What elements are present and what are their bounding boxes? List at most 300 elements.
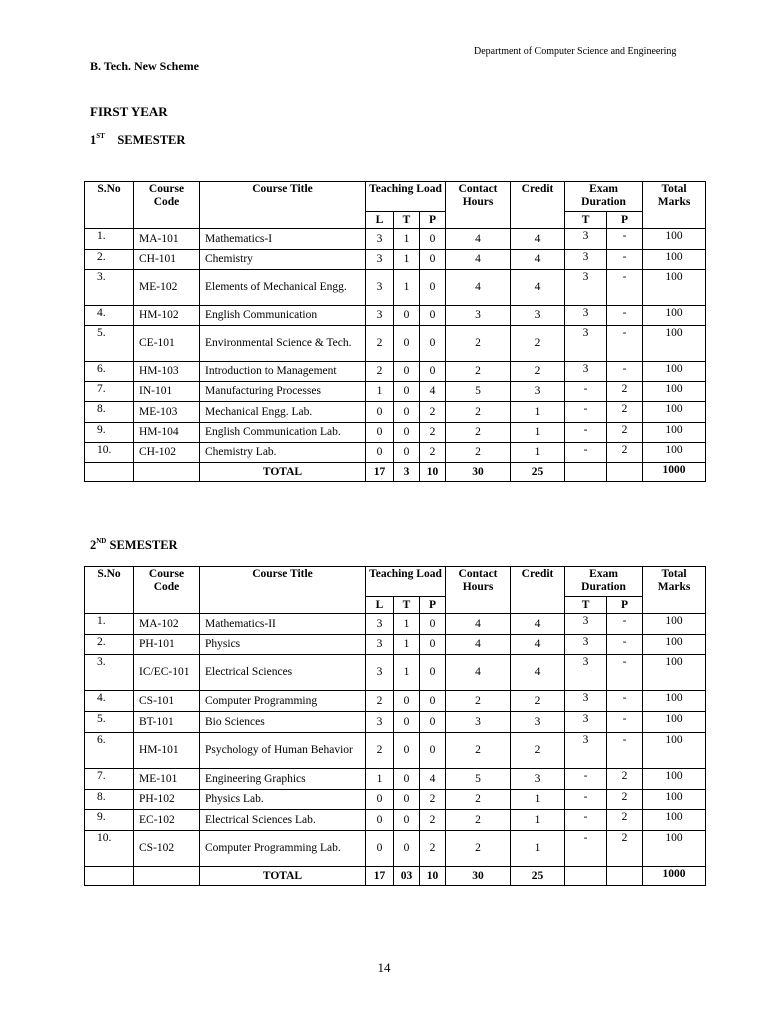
sno-cell: 1. — [85, 614, 134, 635]
course-title-cell: Psychology of Human Behavior — [200, 733, 366, 769]
credit-cell: 1 — [511, 423, 565, 443]
table-row — [85, 326, 706, 362]
lecture-cell: 3 — [366, 635, 394, 655]
course-code-cell: MA-102 — [134, 614, 200, 635]
header-exam-T: T — [565, 212, 607, 229]
course-title-cell: Environmental Science & Tech. — [200, 326, 366, 362]
course-code-cell: CE-101 — [134, 326, 200, 362]
total-marks-cell: 100 — [643, 382, 706, 402]
tutorial-cell: 0 — [394, 733, 420, 769]
contact-hours-cell: 4 — [446, 250, 511, 270]
table-row — [85, 229, 706, 250]
practical-cell: 0 — [420, 635, 446, 655]
practical-cell: 4 — [420, 382, 446, 402]
total-marks-cell: 100 — [643, 229, 706, 250]
credit-cell: 4 — [511, 655, 565, 691]
sno-cell: 7. — [85, 769, 134, 790]
lecture-cell: 1 — [366, 769, 394, 790]
semester-2-heading — [90, 538, 178, 553]
practical-cell: 2 — [420, 423, 446, 443]
credit-cell: 2 — [511, 691, 565, 712]
credit-cell: 2 — [511, 733, 565, 769]
exam-practical-cell: 2 — [607, 443, 643, 463]
table-row — [85, 831, 706, 867]
exam-theory-cell: - — [565, 402, 607, 423]
contact-hours-cell: 2 — [446, 443, 511, 463]
semester-suffix: ND — [96, 537, 107, 545]
exam-theory-cell: 3 — [565, 614, 607, 635]
contact-hours-cell: 2 — [446, 790, 511, 810]
tutorial-cell: 0 — [394, 769, 420, 790]
exam-practical-cell: 2 — [607, 382, 643, 402]
header-sno: S.No — [85, 182, 134, 229]
header-teaching-load: Teaching Load — [366, 182, 446, 212]
contact-hours-cell: 3 — [446, 306, 511, 326]
table-row — [85, 810, 706, 831]
header-T: T — [394, 212, 420, 229]
lecture-cell: 0 — [366, 443, 394, 463]
empty-cell — [85, 867, 134, 886]
practical-cell: 0 — [420, 326, 446, 362]
semester-label: SEMESTER — [109, 538, 178, 553]
lecture-cell: 0 — [366, 831, 394, 867]
course-title-cell: Elements of Mechanical Engg. — [200, 270, 366, 306]
total-row — [85, 867, 706, 886]
lecture-cell: 0 — [366, 810, 394, 831]
total-marks-cell: 100 — [643, 712, 706, 733]
empty-cell — [134, 867, 200, 886]
credit-cell: 1 — [511, 402, 565, 423]
tutorial-cell: 0 — [394, 382, 420, 402]
credit-cell: 1 — [511, 443, 565, 463]
exam-practical-cell: 2 — [607, 810, 643, 831]
course-code-cell: HM-103 — [134, 362, 200, 382]
course-title-cell: Computer Programming — [200, 691, 366, 712]
lecture-cell: 3 — [366, 712, 394, 733]
total-marks: 1000 — [643, 463, 706, 482]
practical-cell: 0 — [420, 229, 446, 250]
contact-hours-cell: 4 — [446, 655, 511, 691]
header-exam-T: T — [565, 597, 607, 614]
exam-practical-cell: - — [607, 250, 643, 270]
lecture-cell: 1 — [366, 382, 394, 402]
header-exam-P: P — [607, 597, 643, 614]
table-row — [85, 614, 706, 635]
total-tutorial: 03 — [394, 867, 420, 886]
exam-theory-cell: - — [565, 443, 607, 463]
total-marks-cell: 100 — [643, 443, 706, 463]
course-code-cell: HM-104 — [134, 423, 200, 443]
exam-theory-cell: - — [565, 382, 607, 402]
tutorial-cell: 0 — [394, 423, 420, 443]
table-row — [85, 306, 706, 326]
contact-hours-cell: 4 — [446, 229, 511, 250]
total-marks-cell: 100 — [643, 810, 706, 831]
sno-cell: 4. — [85, 306, 134, 326]
practical-cell: 2 — [420, 443, 446, 463]
course-title-cell: Chemistry — [200, 250, 366, 270]
practical-cell: 2 — [420, 790, 446, 810]
total-credit: 25 — [511, 463, 565, 482]
course-code-cell: CS-101 — [134, 691, 200, 712]
table-row — [85, 655, 706, 691]
sno-cell: 5. — [85, 712, 134, 733]
total-marks-cell: 100 — [643, 306, 706, 326]
lecture-cell: 3 — [366, 250, 394, 270]
total-row — [85, 463, 706, 482]
tutorial-cell: 0 — [394, 810, 420, 831]
header-L: L — [366, 212, 394, 229]
course-title-cell: Physics — [200, 635, 366, 655]
credit-cell: 3 — [511, 306, 565, 326]
practical-cell: 2 — [420, 831, 446, 867]
course-code-cell: BT-101 — [134, 712, 200, 733]
tutorial-cell: 0 — [394, 691, 420, 712]
exam-theory-cell: 3 — [565, 229, 607, 250]
header-contact-hours: Contact Hours — [446, 182, 511, 229]
semester-label: SEMESTER — [117, 133, 186, 148]
practical-cell: 2 — [420, 810, 446, 831]
lecture-cell: 3 — [366, 614, 394, 635]
semester-1-heading — [90, 133, 185, 148]
contact-hours-cell: 3 — [446, 712, 511, 733]
semester-suffix: ST — [96, 132, 105, 140]
credit-cell: 3 — [511, 382, 565, 402]
credit-cell: 1 — [511, 831, 565, 867]
course-title-cell: Mathematics-II — [200, 614, 366, 635]
exam-practical-cell: 2 — [607, 790, 643, 810]
course-title-cell: English Communication — [200, 306, 366, 326]
header-T: T — [394, 597, 420, 614]
course-code-cell: PH-101 — [134, 635, 200, 655]
contact-hours-cell: 2 — [446, 810, 511, 831]
sno-cell: 2. — [85, 250, 134, 270]
practical-cell: 4 — [420, 769, 446, 790]
table-row — [85, 691, 706, 712]
total-contact-hours: 30 — [446, 867, 511, 886]
contact-hours-cell: 5 — [446, 769, 511, 790]
header-contact-hours: Contact Hours — [446, 567, 511, 614]
total-practical: 10 — [420, 463, 446, 482]
course-title-cell: Chemistry Lab. — [200, 443, 366, 463]
header-course-code: Course Code — [134, 182, 200, 229]
sno-cell: 3. — [85, 270, 134, 306]
empty-cell — [565, 867, 607, 886]
practical-cell: 0 — [420, 655, 446, 691]
lecture-cell: 2 — [366, 362, 394, 382]
course-title-cell: Engineering Graphics — [200, 769, 366, 790]
header-exam-duration: Exam Duration — [565, 182, 643, 212]
course-code-cell: IN-101 — [134, 382, 200, 402]
empty-cell — [565, 463, 607, 482]
semester-number: 1 — [90, 133, 97, 148]
header-P: P — [420, 212, 446, 229]
credit-cell: 1 — [511, 790, 565, 810]
credit-cell: 4 — [511, 614, 565, 635]
exam-theory-cell: 3 — [565, 326, 607, 362]
header-credit: Credit — [511, 182, 565, 229]
sno-cell: 6. — [85, 733, 134, 769]
lecture-cell: 3 — [366, 270, 394, 306]
course-code-cell: EC-102 — [134, 810, 200, 831]
header-total-marks: Total Marks — [643, 567, 706, 614]
total-marks-cell: 100 — [643, 733, 706, 769]
contact-hours-cell: 2 — [446, 831, 511, 867]
total-marks-cell: 100 — [643, 250, 706, 270]
course-title-cell: Bio Sciences — [200, 712, 366, 733]
year-title: FIRST YEAR — [90, 104, 168, 119]
credit-cell: 1 — [511, 810, 565, 831]
empty-cell — [607, 867, 643, 886]
credit-cell: 2 — [511, 362, 565, 382]
credit-cell: 4 — [511, 270, 565, 306]
semester-2-table — [84, 566, 706, 886]
header-total-marks: Total Marks — [643, 182, 706, 229]
course-code-cell: CH-101 — [134, 250, 200, 270]
table-row — [85, 402, 706, 423]
exam-practical-cell: - — [607, 655, 643, 691]
exam-practical-cell: - — [607, 362, 643, 382]
course-title-cell: Mechanical Engg. Lab. — [200, 402, 366, 423]
tutorial-cell: 1 — [394, 250, 420, 270]
practical-cell: 0 — [420, 614, 446, 635]
total-contact-hours: 30 — [446, 463, 511, 482]
sno-cell: 10. — [85, 831, 134, 867]
tutorial-cell: 1 — [394, 614, 420, 635]
course-code-cell: ME-101 — [134, 769, 200, 790]
sno-cell: 9. — [85, 423, 134, 443]
practical-cell: 0 — [420, 712, 446, 733]
exam-theory-cell: 3 — [565, 270, 607, 306]
empty-cell — [134, 463, 200, 482]
total-marks-cell: 100 — [643, 326, 706, 362]
contact-hours-cell: 5 — [446, 382, 511, 402]
total-credit: 25 — [511, 867, 565, 886]
exam-theory-cell: - — [565, 831, 607, 867]
table-row — [85, 270, 706, 306]
contact-hours-cell: 4 — [446, 614, 511, 635]
contact-hours-cell: 2 — [446, 423, 511, 443]
practical-cell: 0 — [420, 270, 446, 306]
header-course-code: Course Code — [134, 567, 200, 614]
credit-cell: 3 — [511, 769, 565, 790]
header-exam-duration: Exam Duration — [565, 567, 643, 597]
exam-practical-cell: - — [607, 635, 643, 655]
exam-theory-cell: 3 — [565, 306, 607, 326]
credit-cell: 4 — [511, 229, 565, 250]
exam-practical-cell: 2 — [607, 423, 643, 443]
contact-hours-cell: 2 — [446, 402, 511, 423]
tutorial-cell: 0 — [394, 306, 420, 326]
lecture-cell: 3 — [366, 229, 394, 250]
sno-cell: 7. — [85, 382, 134, 402]
exam-theory-cell: 3 — [565, 250, 607, 270]
total-label: TOTAL — [200, 867, 366, 886]
lecture-cell: 2 — [366, 326, 394, 362]
tutorial-cell: 0 — [394, 831, 420, 867]
course-code-cell: HM-102 — [134, 306, 200, 326]
semester-number: 2 — [90, 538, 97, 553]
sno-cell: 4. — [85, 691, 134, 712]
total-marks-cell: 100 — [643, 831, 706, 867]
lecture-cell: 2 — [366, 691, 394, 712]
practical-cell: 0 — [420, 250, 446, 270]
total-marks-cell: 100 — [643, 635, 706, 655]
credit-cell: 3 — [511, 712, 565, 733]
exam-practical-cell: - — [607, 326, 643, 362]
scheme-title: B. Tech. New Scheme — [90, 59, 199, 73]
total-tutorial: 3 — [394, 463, 420, 482]
course-title-cell: Physics Lab. — [200, 790, 366, 810]
tutorial-cell: 1 — [394, 229, 420, 250]
credit-cell: 4 — [511, 250, 565, 270]
sno-cell: 9. — [85, 810, 134, 831]
exam-practical-cell: 2 — [607, 831, 643, 867]
total-marks-cell: 100 — [643, 691, 706, 712]
total-marks-cell: 100 — [643, 270, 706, 306]
tutorial-cell: 1 — [394, 635, 420, 655]
sno-cell: 10. — [85, 443, 134, 463]
total-label: TOTAL — [200, 463, 366, 482]
lecture-cell: 2 — [366, 733, 394, 769]
exam-practical-cell: 2 — [607, 402, 643, 423]
course-code-cell: MA-101 — [134, 229, 200, 250]
contact-hours-cell: 2 — [446, 733, 511, 769]
contact-hours-cell: 2 — [446, 362, 511, 382]
contact-hours-cell: 2 — [446, 326, 511, 362]
course-code-cell: ME-103 — [134, 402, 200, 423]
tutorial-cell: 0 — [394, 790, 420, 810]
tutorial-cell: 0 — [394, 712, 420, 733]
exam-practical-cell: - — [607, 733, 643, 769]
exam-practical-cell: - — [607, 712, 643, 733]
course-code-cell: CS-102 — [134, 831, 200, 867]
sno-cell: 3. — [85, 655, 134, 691]
total-lecture: 17 — [366, 867, 394, 886]
table-row — [85, 423, 706, 443]
header-L: L — [366, 597, 394, 614]
exam-practical-cell: 2 — [607, 769, 643, 790]
contact-hours-cell: 4 — [446, 270, 511, 306]
table-row — [85, 635, 706, 655]
exam-theory-cell: - — [565, 810, 607, 831]
course-title-cell: Introduction to Management — [200, 362, 366, 382]
credit-cell: 2 — [511, 326, 565, 362]
empty-cell — [607, 463, 643, 482]
sno-cell: 6. — [85, 362, 134, 382]
exam-practical-cell: - — [607, 270, 643, 306]
course-title-cell: Manufacturing Processes — [200, 382, 366, 402]
course-code-cell: CH-102 — [134, 443, 200, 463]
credit-cell: 4 — [511, 635, 565, 655]
total-marks-cell: 100 — [643, 423, 706, 443]
course-title-cell: Mathematics-I — [200, 229, 366, 250]
exam-theory-cell: - — [565, 423, 607, 443]
table-row — [85, 712, 706, 733]
total-marks-cell: 100 — [643, 769, 706, 790]
course-title-cell: Electrical Sciences Lab. — [200, 810, 366, 831]
lecture-cell: 0 — [366, 423, 394, 443]
exam-theory-cell: 3 — [565, 635, 607, 655]
tutorial-cell: 0 — [394, 326, 420, 362]
lecture-cell: 0 — [366, 402, 394, 423]
sno-cell: 2. — [85, 635, 134, 655]
sno-cell: 5. — [85, 326, 134, 362]
table-row — [85, 790, 706, 810]
contact-hours-cell: 4 — [446, 635, 511, 655]
table-row — [85, 443, 706, 463]
table-row — [85, 362, 706, 382]
practical-cell: 2 — [420, 402, 446, 423]
tutorial-cell: 1 — [394, 270, 420, 306]
exam-practical-cell: - — [607, 691, 643, 712]
total-marks: 1000 — [643, 867, 706, 886]
exam-practical-cell: - — [607, 306, 643, 326]
exam-practical-cell: - — [607, 614, 643, 635]
lecture-cell: 0 — [366, 790, 394, 810]
exam-theory-cell: - — [565, 790, 607, 810]
table-row — [85, 382, 706, 402]
practical-cell: 0 — [420, 306, 446, 326]
exam-theory-cell: - — [565, 769, 607, 790]
semester-1-table — [84, 181, 706, 482]
header-teaching-load: Teaching Load — [366, 567, 446, 597]
total-marks-cell: 100 — [643, 402, 706, 423]
exam-theory-cell: 3 — [565, 655, 607, 691]
empty-cell — [85, 463, 134, 482]
table-row — [85, 733, 706, 769]
page-number: 14 — [377, 960, 391, 975]
header-exam-P: P — [607, 212, 643, 229]
header-course-title: Course Title — [200, 182, 366, 229]
header-course-title: Course Title — [200, 567, 366, 614]
tutorial-cell: 0 — [394, 362, 420, 382]
exam-theory-cell: 3 — [565, 733, 607, 769]
lecture-cell: 3 — [366, 655, 394, 691]
course-code-cell: HM-101 — [134, 733, 200, 769]
exam-theory-cell: 3 — [565, 362, 607, 382]
contact-hours-cell: 2 — [446, 691, 511, 712]
sno-cell: 8. — [85, 402, 134, 423]
course-code-cell: PH-102 — [134, 790, 200, 810]
header-sno: S.No — [85, 567, 134, 614]
total-marks-cell: 100 — [643, 790, 706, 810]
practical-cell: 0 — [420, 733, 446, 769]
tutorial-cell: 1 — [394, 655, 420, 691]
tutorial-cell: 0 — [394, 402, 420, 423]
header-P: P — [420, 597, 446, 614]
exam-practical-cell: - — [607, 229, 643, 250]
header-credit: Credit — [511, 567, 565, 614]
course-title-cell: Electrical Sciences — [200, 655, 366, 691]
practical-cell: 0 — [420, 362, 446, 382]
total-marks-cell: 100 — [643, 655, 706, 691]
table-row — [85, 769, 706, 790]
total-practical: 10 — [420, 867, 446, 886]
course-code-cell: ME-102 — [134, 270, 200, 306]
total-lecture: 17 — [366, 463, 394, 482]
course-title-cell: English Communication Lab. — [200, 423, 366, 443]
lecture-cell: 3 — [366, 306, 394, 326]
total-marks-cell: 100 — [643, 362, 706, 382]
course-code-cell: IC/EC-101 — [134, 655, 200, 691]
tutorial-cell: 0 — [394, 443, 420, 463]
total-marks-cell: 100 — [643, 614, 706, 635]
exam-theory-cell: 3 — [565, 712, 607, 733]
exam-theory-cell: 3 — [565, 691, 607, 712]
department-header: Department of Computer Science and Engineering — [474, 46, 677, 57]
sno-cell: 8. — [85, 790, 134, 810]
